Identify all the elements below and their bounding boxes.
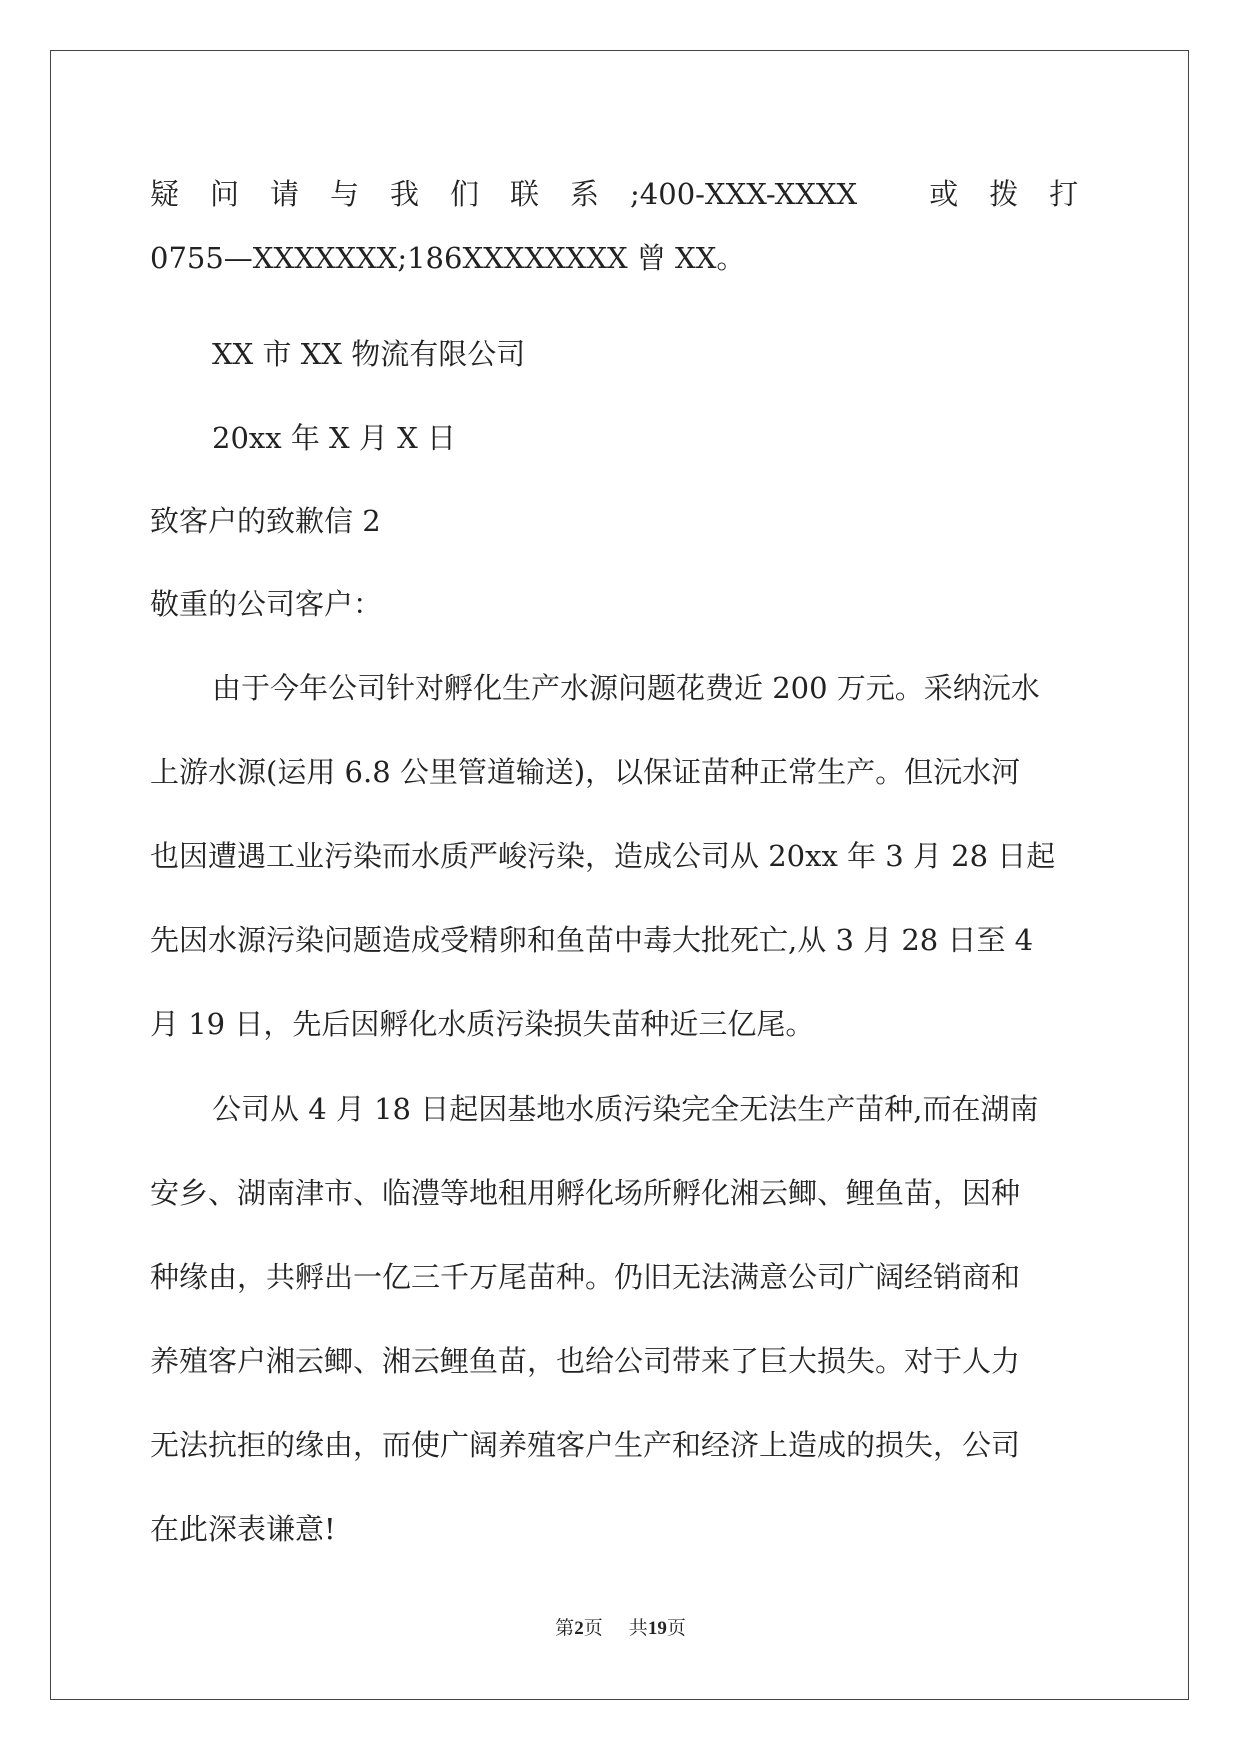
line-1-text-a: 疑问请与我们联系 — [150, 177, 631, 211]
para-1-line-2: 上游水源(运用 6.8 公里管道输送)，以保证苗种正常生产。但沅水河 — [150, 755, 1021, 789]
para-2-line-6: 在此深表谦意! — [150, 1512, 336, 1546]
para-2-line-5: 无法抗拒的缘由，而使广阔养殖客户生产和经济上造成的损失，公司 — [150, 1428, 1021, 1462]
letter-date: 20xx 年 X 月 X 日 — [212, 421, 456, 455]
para-1-line-4: 先因水源污染问题造成受精卵和鱼苗中毒大批死亡,从 3 月 28 日至 4 — [150, 923, 1034, 957]
section-title: 致客户的致歉信 2 — [150, 504, 381, 538]
company-name: XX 市 XX 物流有限公司 — [212, 337, 526, 371]
para-1-line-5: 月 19 日，先后因孵化水质污染损失苗种近三亿尾。 — [150, 1007, 815, 1041]
salutation: 敬重的公司客户： — [150, 587, 383, 621]
line-1-text-c: 或拨打 — [929, 177, 1110, 211]
para-1-line-3: 也因遭遇工业污染而水质严峻污染，造成公司从 20xx 年 3 月 28 日起 — [150, 839, 1056, 873]
para-2-line-3: 种缘由，共孵出一亿三千万尾苗种。仍旧无法满意公司广阔经销商和 — [150, 1260, 1021, 1294]
footer-total-prefix: 共 — [628, 1617, 648, 1639]
footer-page-suffix: 页 — [583, 1617, 603, 1639]
footer-total-suffix: 页 — [666, 1617, 686, 1639]
para-2-line-4: 养殖客户湘云鲫、湘云鲤鱼苗，也给公司带来了巨大损失。对于人力 — [150, 1344, 1021, 1378]
body-line-1 — [150, 174, 1109, 214]
para-2-line-1: 公司从 4 月 18 日起因基地水质污染完全无法生产苗种,而在湖南 — [212, 1092, 1039, 1126]
line-1-text-b: ;400-XXX-XXXX — [630, 177, 858, 211]
body-line-2: 0755—XXXXXXX;186XXXXXXXX 曾 XX。 — [150, 241, 746, 275]
footer-page-current: 2 — [574, 1618, 584, 1639]
footer-page-prefix: 第 — [555, 1617, 575, 1639]
para-1-line-1: 由于今年公司针对孵化生产水源问题花费近 200 万元。采纳沅水 — [212, 671, 1040, 705]
para-2-line-2: 安乡、湖南津市、临澧等地租用孵化场所孵化湘云鲫、鲤鱼苗，因种 — [150, 1176, 1021, 1210]
footer-page-total: 19 — [647, 1618, 667, 1639]
page-footer — [0, 1616, 1241, 1641]
